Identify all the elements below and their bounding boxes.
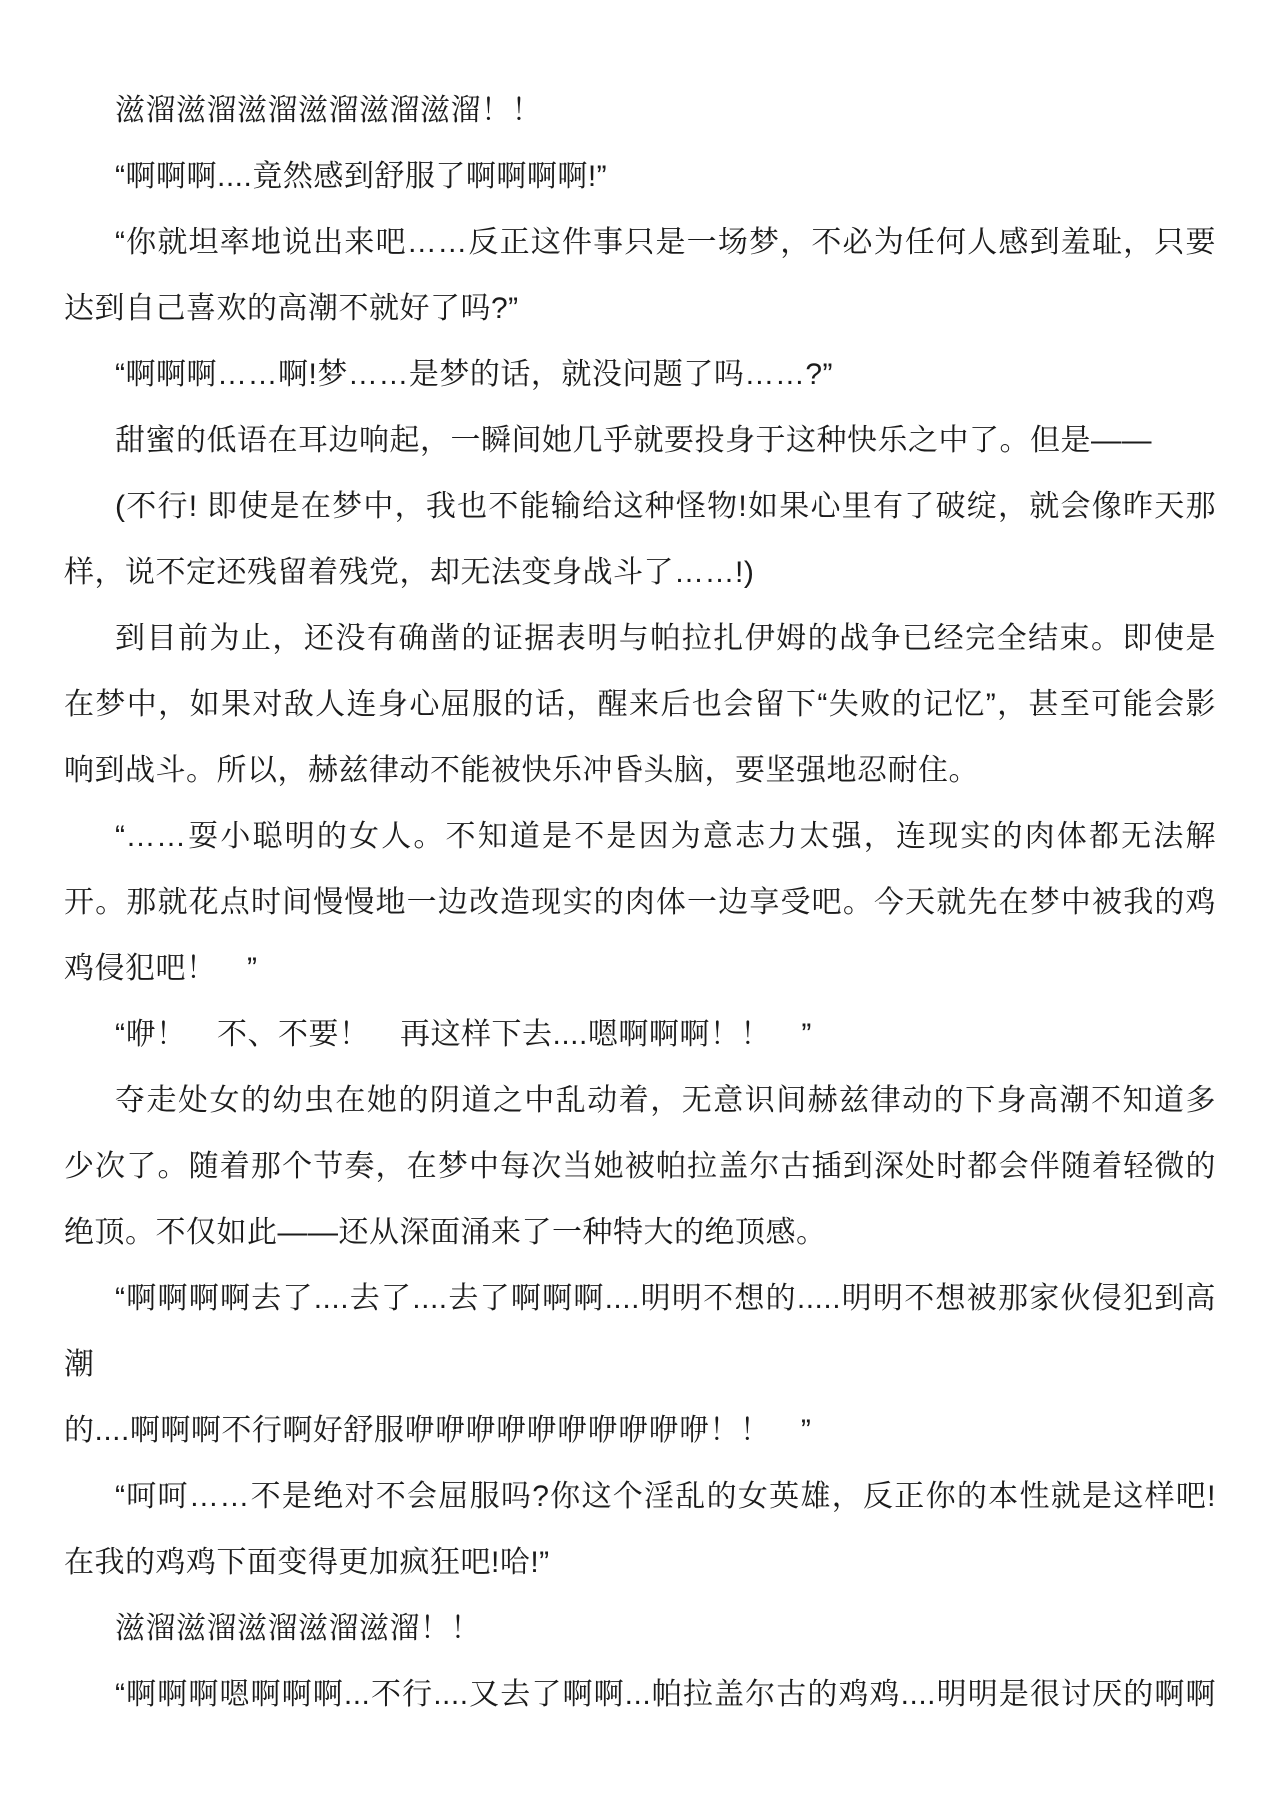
text-line: 绝顶。不仅如此——还从深面涌来了一种特大的绝顶感。 (64, 1216, 827, 1249)
text-line: “啊啊啊....竟然感到舒服了啊啊啊啊!” (115, 160, 608, 193)
text-line: 样，说不定还残留着残党，却无法变身战斗了……!) (64, 556, 755, 589)
text-line: 响到战斗。所以，赫兹律动不能被快乐冲昏头脑，要坚强地忍耐住。 (64, 754, 979, 787)
text-line: 在梦中，如果对敌人连身心屈服的话，醒来后也会留下“失败的记忆”，甚至可能会影 (64, 688, 1216, 721)
text-line: “你就坦率地说出来吧……反正这件事只是一场梦，不必为任何人感到羞耻，只要 (115, 226, 1216, 259)
text-line: 夺走处女的幼虫在她的阴道之中乱动着，无意识间赫兹律动的下身高潮不知道多 (115, 1084, 1216, 1117)
text-line: 到目前为止，还没有确凿的证据表明与帕拉扎伊姆的战争已经完全结束。即使是 (115, 622, 1216, 655)
text-line: 滋溜滋溜滋溜滋溜滋溜！！ (115, 1612, 481, 1645)
text-line: 鸡侵犯吧！ ” (64, 952, 258, 985)
text-block (64, 78, 1216, 1728)
text-line: “啊啊啊……啊!梦……是梦的话，就没问题了吗……?” (115, 358, 833, 391)
text-line: “……耍小聪明的女人。不知道是不是因为意志力太强，连现实的肉体都无法解 (115, 820, 1216, 853)
text-line: (不行! 即使是在梦中，我也不能输给这种怪物!如果心里有了破绽，就会像昨天那 (115, 490, 1216, 523)
text-line: 的....啊啊啊不行啊好舒服咿咿咿咿咿咿咿咿咿咿！！ ” (64, 1414, 812, 1447)
text-line: “啊啊啊嗯啊啊啊...不行....又去了啊啊...帕拉盖尔古的鸡鸡....明明是很讨厌的啊啊 (115, 1678, 1216, 1711)
text-line: 滋溜滋溜滋溜滋溜滋溜滋溜！！ (115, 94, 542, 127)
text-line: “呵呵……不是绝对不会屈服吗?你这个淫乱的女英雄，反正你的本性就是这样吧! (115, 1480, 1216, 1513)
text-line: 甜蜜的低语在耳边响起，一瞬间她几乎就要投身于这种快乐之中了。但是—— (115, 424, 1152, 457)
text-line: 少次了。随着那个节奏，在梦中每次当她被帕拉盖尔古插到深处时都会伴随着轻微的 (64, 1150, 1216, 1183)
text-line: “咿！ 不、不要！ 再这样下去....嗯啊啊啊！！ ” (115, 1018, 812, 1051)
text-line: 达到自己喜欢的高潮不就好了吗?” (64, 292, 519, 325)
text-line: 在我的鸡鸡下面变得更加疯狂吧!哈!” (64, 1546, 550, 1579)
text-line: “啊啊啊啊去了....去了....去了啊啊啊....明明不想的.....明明不想被那家伙侵犯到高潮 (64, 1282, 1216, 1381)
text-line: 开。那就花点时间慢慢地一边改造现实的肉体一边享受吧。今天就先在梦中被我的鸡 (64, 886, 1216, 919)
